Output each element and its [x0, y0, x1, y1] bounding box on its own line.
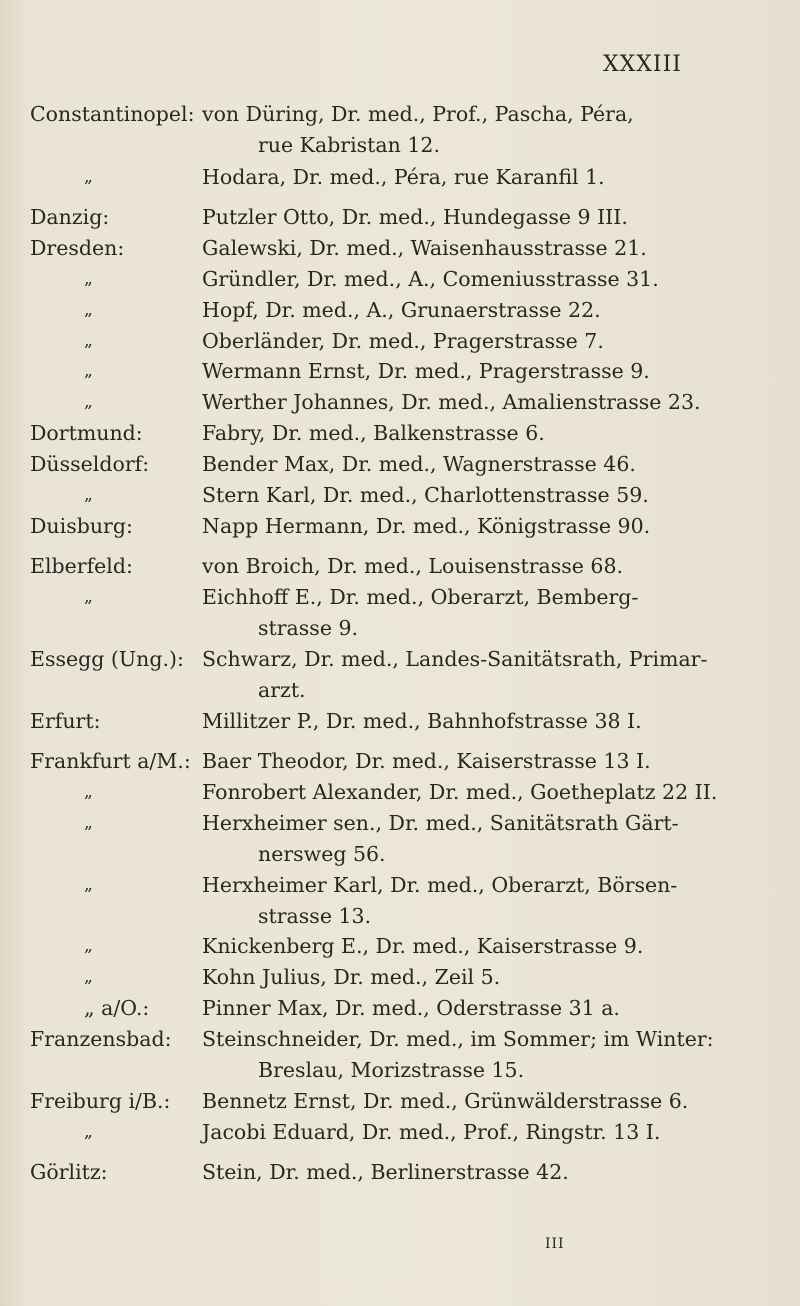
directory-entry: Kohn Julius, Dr. med., Zeil 5.	[202, 965, 501, 989]
directory-entry: Fabry, Dr. med., Balkenstrasse 6.	[202, 421, 545, 445]
directory-entry: von Düring, Dr. med., Prof., Pascha, Péra,	[202, 102, 634, 126]
directory-entry: Wermann Ernst, Dr. med., Pragerstrasse 9.	[202, 359, 650, 383]
ditto-mark: „	[84, 269, 93, 289]
ditto-mark: „	[84, 300, 93, 320]
city-name: Dortmund:	[30, 421, 143, 445]
directory-line	[0, 1025, 800, 1053]
directory-line	[0, 1158, 800, 1186]
directory-line	[0, 163, 800, 191]
directory-entry: Schwarz, Dr. med., Landes-Sanitätsrath, Primar-	[202, 647, 708, 671]
ditto-mark: „	[84, 392, 93, 412]
directory-line	[0, 1056, 800, 1084]
directory-line	[0, 645, 800, 673]
directory-line	[0, 809, 800, 837]
ditto-mark: „	[84, 361, 93, 381]
directory-line	[0, 840, 800, 868]
directory-entry: Steinschneider, Dr. med., im Sommer; im Winter:	[202, 1027, 714, 1051]
city-name: Elberfeld:	[30, 554, 133, 578]
directory-entry: Baer Theodor, Dr. med., Kaiserstrasse 13 I.	[202, 749, 651, 773]
directory-entry: Millitzer P., Dr. med., Bahnhofstrasse 38 I.	[202, 709, 642, 733]
directory-entry: Herxheimer sen., Dr. med., Sanitätsrath Gärt-	[202, 811, 679, 835]
directory-entry: Jacobi Eduard, Dr. med., Prof., Ringstr. 13 I.	[202, 1120, 661, 1144]
directory-line	[0, 1118, 800, 1146]
directory-entry: Stern Karl, Dr. med., Charlottenstrasse 59.	[202, 483, 649, 507]
directory-entry: Putzler Otto, Dr. med., Hundegasse 9 III.	[202, 205, 628, 229]
directory-line	[0, 131, 800, 159]
directory-line	[0, 1087, 800, 1115]
directory-entry: Gründler, Dr. med., A., Comeniusstrasse 31.	[202, 267, 659, 291]
directory-line	[0, 234, 800, 262]
directory-line	[0, 419, 800, 447]
city-name: Duisburg:	[30, 514, 133, 538]
directory-entry: Bender Max, Dr. med., Wagnerstrasse 46.	[202, 452, 636, 476]
directory-line	[0, 676, 800, 704]
directory-line	[0, 778, 800, 806]
directory-entry: Eichhoff E., Dr. med., Oberarzt, Bemberg-	[202, 585, 639, 609]
directory-line	[0, 902, 800, 930]
directory-entry: Herxheimer Karl, Dr. med., Oberarzt, Börsen-	[202, 873, 678, 897]
city-name: Constantinopel:	[30, 102, 195, 126]
directory-line	[0, 203, 800, 231]
directory-line	[0, 552, 800, 580]
directory-line	[0, 450, 800, 478]
directory-entry: Stein, Dr. med., Berlinerstrasse 42.	[202, 1160, 569, 1184]
directory-entry: Fonrobert Alexander, Dr. med., Goetheplatz 22 II.	[202, 780, 718, 804]
city-name: Dresden:	[30, 236, 125, 260]
directory-line	[0, 388, 800, 416]
directory-line	[0, 707, 800, 735]
city-name: „ a/O.:	[84, 996, 150, 1020]
directory-entry: Oberländer, Dr. med., Pragerstrasse 7.	[202, 329, 604, 353]
entry-continuation: strasse 9.	[258, 616, 359, 640]
entry-continuation: Breslau, Morizstrasse 15.	[258, 1058, 525, 1082]
directory-entry: Napp Hermann, Dr. med., Königstrasse 90.	[202, 514, 651, 538]
directory-line	[0, 871, 800, 899]
ditto-mark: „	[84, 936, 93, 956]
directory-entry: Galewski, Dr. med., Waisenhausstrasse 21.	[202, 236, 647, 260]
ditto-mark: „	[84, 813, 93, 833]
directory-line	[0, 963, 800, 991]
city-name: Düsseldorf:	[30, 452, 150, 476]
ditto-mark: „	[84, 782, 93, 802]
directory-entry: Pinner Max, Dr. med., Oderstrasse 31 a.	[202, 996, 620, 1020]
directory-entry: Werther Johannes, Dr. med., Amalienstrasse 23.	[202, 390, 701, 414]
signature-mark: III	[545, 1236, 565, 1252]
entry-continuation: nersweg 56.	[258, 842, 386, 866]
directory-line	[0, 357, 800, 385]
directory-entry: Hodara, Dr. med., Péra, rue Karanfil 1.	[202, 165, 605, 189]
ditto-mark: „	[84, 331, 93, 351]
directory-entry: Knickenberg E., Dr. med., Kaiserstrasse 9.	[202, 934, 644, 958]
directory-entry: Hopf, Dr. med., A., Grunaerstrasse 22.	[202, 298, 601, 322]
directory-line	[0, 265, 800, 293]
ditto-mark: „	[84, 587, 93, 607]
directory-line	[0, 512, 800, 540]
directory-line	[0, 100, 800, 128]
ditto-mark: „	[84, 167, 93, 187]
directory-line	[0, 583, 800, 611]
directory-line	[0, 327, 800, 355]
city-name: Freiburg i/B.:	[30, 1089, 171, 1113]
city-name: Frankfurt a/M.:	[30, 749, 191, 773]
directory-line	[0, 481, 800, 509]
directory-line	[0, 296, 800, 324]
city-name: Görlitz:	[30, 1160, 108, 1184]
directory-entry: Bennetz Ernst, Dr. med., Grünwälderstrasse 6.	[202, 1089, 689, 1113]
directory-line	[0, 747, 800, 775]
entry-continuation: rue Kabristan 12.	[258, 133, 440, 157]
directory-line	[0, 994, 800, 1022]
city-name: Erfurt:	[30, 709, 101, 733]
directory-line	[0, 614, 800, 642]
city-name: Essegg (Ung.):	[30, 647, 184, 671]
ditto-mark: „	[84, 485, 93, 505]
city-name: Franzensbad:	[30, 1027, 172, 1051]
page-number: XXXIII	[602, 52, 682, 77]
ditto-mark: „	[84, 875, 93, 895]
directory-line	[0, 932, 800, 960]
entry-continuation: arzt.	[258, 678, 306, 702]
entry-continuation: strasse 13.	[258, 904, 372, 928]
ditto-mark: „	[84, 967, 93, 987]
ditto-mark: „	[84, 1122, 93, 1142]
city-name: Danzig:	[30, 205, 110, 229]
directory-entry: von Broich, Dr. med., Louisenstrasse 68.	[202, 554, 624, 578]
